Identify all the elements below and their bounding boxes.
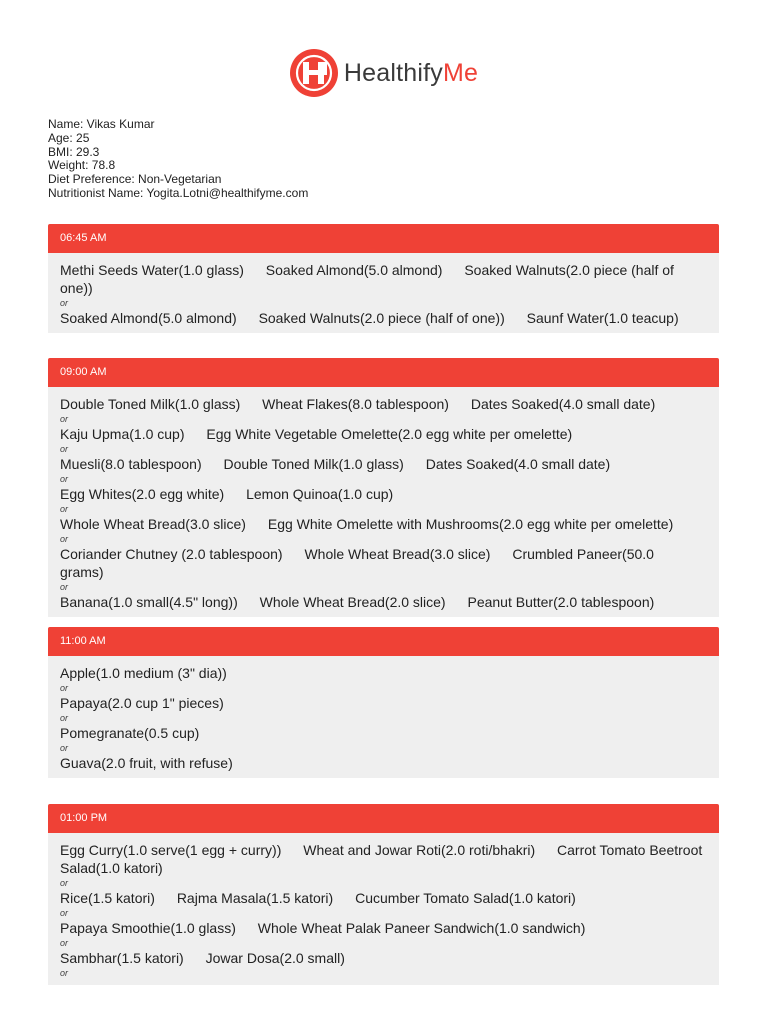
food-item: Soaked Almond(5.0 almond)	[265, 262, 443, 278]
or-separator: or	[60, 938, 69, 948]
meal-options	[48, 253, 719, 333]
meal-option	[60, 455, 707, 473]
meal-option	[60, 889, 707, 907]
food-item: Guava(2.0 fruit, with refuse)	[60, 755, 233, 771]
meal-option	[60, 545, 707, 581]
or-separator: or	[60, 683, 69, 693]
or-separator: or	[60, 582, 69, 592]
food-item: Saunf Water(1.0 teacup)	[526, 310, 679, 326]
meal-option	[60, 309, 707, 327]
food-item: Lemon Quinoa(1.0 cup)	[246, 486, 394, 502]
meal-section	[48, 358, 719, 617]
food-item: Double Toned Milk(1.0 glass)	[223, 456, 404, 472]
meal-time-header: 01:00 PM	[48, 804, 719, 833]
meal-option	[60, 841, 707, 877]
meal-option	[60, 485, 707, 503]
food-item: Dates Soaked(4.0 small date)	[425, 456, 611, 472]
profile-age: Age: 25	[48, 130, 90, 145]
meal-option	[60, 395, 707, 413]
or-separator: or	[60, 414, 69, 424]
food-item: Peanut Butter(2.0 tablespoon)	[467, 594, 655, 610]
food-item: Rajma Masala(1.5 katori)	[176, 890, 334, 906]
profile-weight: Weight: 78.8	[48, 158, 116, 173]
meal-section	[48, 627, 719, 778]
profile-diet: Diet Preference: Non-Vegetarian	[48, 172, 222, 187]
food-item: Whole Wheat Palak Paneer Sandwich(1.0 sandwich)	[257, 920, 586, 936]
or-separator: or	[60, 534, 69, 544]
or-separator: or	[60, 908, 69, 918]
food-item: Double Toned Milk(1.0 glass)	[60, 396, 241, 412]
brand-name-prefix: Healthify	[343, 58, 443, 87]
food-item: Egg White Vegetable Omelette(2.0 egg white per omelette)	[206, 426, 573, 442]
meal-time-header: 06:45 AM	[48, 224, 719, 253]
or-separator: or	[60, 878, 69, 888]
food-item: Whole Wheat Bread(2.0 slice)	[259, 594, 446, 610]
meal-options	[48, 833, 719, 985]
meal-option	[60, 724, 707, 742]
food-item: Wheat Flakes(8.0 tablespoon)	[262, 396, 449, 412]
brand-logo	[0, 49, 768, 97]
food-item: Papaya Smoothie(1.0 glass)	[60, 920, 236, 936]
meal-option	[60, 593, 707, 611]
food-item: Dates Soaked(4.0 small date)	[470, 396, 656, 412]
food-item: Soaked Almond(5.0 almond)	[60, 310, 237, 326]
or-separator: or	[60, 504, 69, 514]
profile-nutritionist: Nutritionist Name: Yogita.Lotni@healthifyme.com	[48, 185, 309, 200]
food-item: Pomegranate(0.5 cup)	[60, 725, 200, 741]
meal-option	[60, 949, 707, 967]
profile-name: Name: Vikas Kumar	[48, 117, 155, 131]
meal-option	[60, 515, 707, 533]
food-item: Rice(1.5 katori)	[60, 890, 155, 906]
food-item: Soaked Walnuts(2.0 piece (half of one))	[258, 310, 505, 326]
food-item: Methi Seeds Water(1.0 glass)	[60, 262, 244, 278]
food-item: Egg Whites(2.0 egg white)	[60, 486, 225, 502]
meal-time-header: 09:00 AM	[48, 358, 719, 387]
meal-option	[60, 425, 707, 443]
meal-option	[60, 754, 707, 772]
healthifyme-logo-icon	[290, 49, 338, 97]
brand-name	[344, 59, 478, 88]
food-item: Egg Curry(1.0 serve(1 egg + curry))	[60, 842, 282, 858]
food-item: Whole Wheat Bread(3.0 slice)	[304, 546, 491, 562]
food-item: Soaked Walnuts(2.0 piece (half of one))	[60, 262, 674, 296]
or-separator: or	[60, 474, 69, 484]
food-item: Crumbled Paneer(50.0 grams)	[60, 546, 654, 580]
food-item: Coriander Chutney (2.0 tablespoon)	[60, 546, 283, 562]
meal-options	[48, 656, 719, 778]
food-item: Jowar Dosa(2.0 small)	[205, 950, 345, 966]
meal-options	[48, 387, 719, 617]
food-item: Egg White Omelette with Mushrooms(2.0 egg white per omelette)	[267, 516, 674, 532]
profile-info	[48, 118, 308, 201]
meal-section	[48, 804, 719, 985]
or-separator: or	[60, 743, 69, 753]
food-item: Papaya(2.0 cup 1" pieces)	[60, 695, 224, 711]
food-item: Carrot Tomato Beetroot Salad(1.0 katori)	[60, 842, 703, 876]
meal-option	[60, 919, 707, 937]
food-item: Banana(1.0 small(4.5" long))	[60, 594, 238, 610]
food-item: Kaju Upma(1.0 cup)	[60, 426, 185, 442]
meal-time-header: 11:00 AM	[48, 627, 719, 656]
or-separator: or	[60, 968, 69, 978]
meal-option	[60, 261, 707, 297]
or-separator: or	[60, 298, 69, 308]
profile-bmi: BMI: 29.3	[48, 144, 100, 159]
or-separator: or	[60, 444, 69, 454]
or-separator: or	[60, 713, 69, 723]
brand-name-suffix: Me	[442, 58, 479, 87]
meal-option	[60, 664, 707, 682]
food-item: Whole Wheat Bread(3.0 slice)	[60, 516, 246, 532]
food-item: Wheat and Jowar Roti(2.0 roti/bhakri)	[303, 842, 536, 858]
meal-option	[60, 694, 707, 712]
food-item: Cucumber Tomato Salad(1.0 katori)	[355, 890, 576, 906]
food-item: Muesli(8.0 tablespoon)	[60, 456, 202, 472]
food-item: Apple(1.0 medium (3" dia))	[60, 665, 227, 681]
food-item: Sambhar(1.5 katori)	[60, 950, 184, 966]
meal-section	[48, 224, 719, 333]
